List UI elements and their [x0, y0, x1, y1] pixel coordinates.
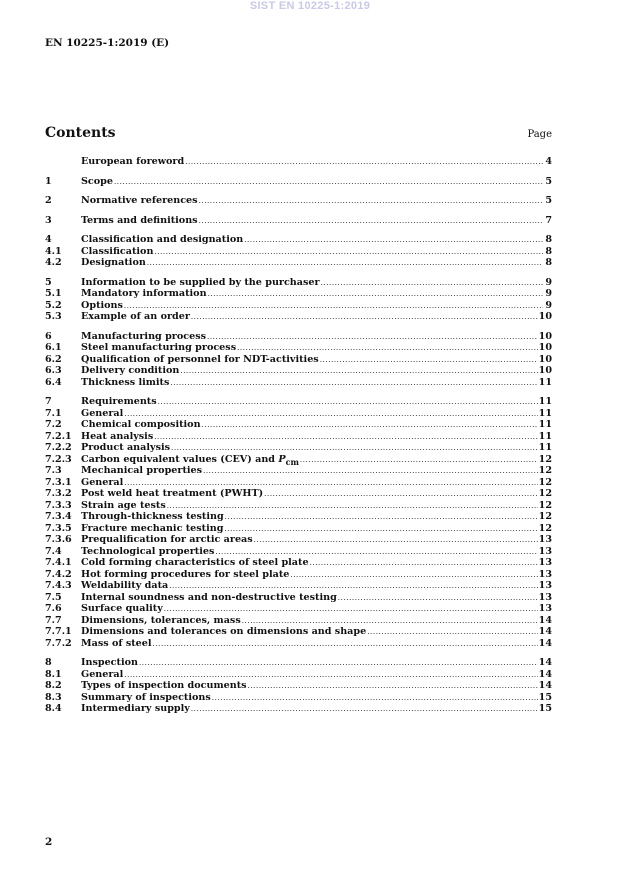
toc-entry-number: 8.4 — [45, 703, 62, 714]
toc-entry-page: 13 — [538, 580, 552, 591]
toc-entry-number: 7.2.1 — [45, 430, 72, 442]
toc-entry-title-text: Chemical composition — [81, 419, 201, 430]
toc-entry-title — [81, 615, 241, 627]
toc-entry-title-text: Post weld heat treatment (PWHT) — [81, 488, 264, 499]
toc-entry-page: 13 — [538, 568, 552, 580]
toc-entry-page: 13 — [538, 557, 552, 568]
toc-entry-number: 7.4.1 — [45, 557, 72, 568]
toc-entry-title — [81, 156, 184, 168]
toc-entry-page: 8 — [545, 257, 552, 268]
toc-entry-number: 7.5 — [45, 591, 62, 603]
toc-entry-page: 12 — [538, 499, 552, 511]
toc-entry-title-text: Terms and definitions — [81, 214, 198, 226]
toc-leader-dots — [338, 593, 538, 605]
toc-entry-number: 5.2 — [45, 299, 62, 311]
toc-entry-title-text: Manufacturing process — [81, 330, 207, 342]
toc-entry-number: 6 — [45, 330, 52, 342]
toc-entry-page: 14 — [538, 637, 552, 649]
toc-leader-dots — [202, 420, 538, 432]
toc-leader-dots — [191, 704, 538, 716]
toc-entry-number: 7.3.5 — [45, 522, 72, 534]
toc-entry-title-text: Through-thickness testing — [81, 511, 224, 522]
toc-leader-dots — [248, 681, 538, 693]
toc-entry[interactable] — [45, 626, 552, 638]
toc-leader-dots — [224, 524, 537, 536]
toc-entry-page: 10 — [538, 311, 552, 322]
toc-entry-title-text: Weldability data — [81, 580, 169, 591]
toc-entry-page: 10 — [538, 365, 552, 376]
toc-entry-symbol: P — [278, 453, 286, 465]
toc-entry-title-text: Heat analysis — [81, 430, 154, 442]
toc-entry-number: 7.7.2 — [45, 637, 72, 649]
toc-leader-dots — [199, 196, 543, 208]
toc-entry-title — [81, 603, 163, 615]
toc-entry-title-text: Classification and designation — [81, 234, 244, 245]
toc-entry-title — [81, 546, 214, 558]
toc-entry-title-text: Dimensions and tolerances on dimensions and shape — [81, 626, 367, 637]
toc-entry-page: 5 — [545, 195, 552, 206]
toc-entry-number: 1 — [45, 175, 52, 187]
toc-entry-title — [81, 176, 113, 188]
toc-entry[interactable] — [45, 603, 552, 615]
toc-leader-dots — [139, 658, 538, 670]
toc-leader-dots — [320, 355, 538, 367]
toc-entry-title-text: Product analysis — [81, 442, 171, 453]
toc-entry[interactable] — [45, 615, 552, 627]
toc-entry-title-text: Steel manufacturing process — [81, 342, 237, 353]
toc-entry-number: 7.1 — [45, 407, 62, 419]
toc-leader-dots — [300, 455, 538, 467]
toc-entry-page: 11 — [538, 430, 552, 442]
toc-entry-title-text: Requirements — [81, 396, 157, 407]
toc-entry-number: 7.6 — [45, 603, 62, 614]
toc-entry-title — [81, 354, 319, 366]
toc-leader-dots — [170, 378, 537, 390]
toc-entry[interactable] — [45, 246, 552, 258]
toc-entry-number: 6.2 — [45, 353, 62, 365]
toc-entry-title-text: European foreword — [81, 156, 185, 167]
toc-entry-number: 8.2 — [45, 680, 62, 691]
toc-entry-number: 2 — [45, 195, 52, 206]
toc-entry-page: 12 — [538, 453, 552, 465]
toc-entry[interactable] — [45, 156, 552, 168]
toc-entry[interactable] — [45, 592, 552, 604]
toc-entry-page: 10 — [538, 353, 552, 365]
toc-entry-number: 8.3 — [45, 691, 62, 703]
toc-entry[interactable] — [45, 557, 552, 569]
toc-entry-number: 7 — [45, 396, 52, 407]
toc-entry-number: 7.3.1 — [45, 476, 72, 488]
toc-leader-dots — [147, 258, 543, 270]
toc-entry-title-text: Mandatory information — [81, 288, 207, 299]
toc-entry-number: 5.3 — [45, 311, 62, 322]
toc-entry-title — [81, 288, 207, 300]
toc-entry-number: 4 — [45, 234, 52, 245]
toc-entry[interactable] — [45, 534, 552, 546]
toc-entry[interactable] — [45, 234, 552, 246]
toc-entry[interactable] — [45, 454, 552, 466]
toc-entry-page: 8 — [545, 245, 552, 257]
toc-entry-number: 7.4.3 — [45, 580, 72, 591]
toc-entry-title-text: Intermediary supply — [81, 703, 190, 714]
toc-entry-title — [81, 703, 190, 715]
toc-entry-number: 6.1 — [45, 342, 62, 353]
toc-entry-title-text: Information to be supplied by the purchaser — [81, 276, 320, 288]
toc-entry-title-text: Scope — [81, 175, 113, 187]
toc-entry-page: 15 — [538, 691, 552, 703]
toc-leader-dots — [244, 235, 543, 247]
toc-leader-dots — [199, 216, 543, 228]
toc-leader-dots — [264, 489, 537, 501]
toc-entry-title — [81, 488, 263, 500]
toc-entry[interactable] — [45, 331, 552, 343]
toc-entry-number: 7.7 — [45, 614, 62, 626]
toc-entry-title-text: Thickness limits — [81, 376, 170, 388]
toc-entry-title — [81, 534, 253, 546]
toc-entry[interactable] — [45, 176, 552, 188]
toc-entry-title — [81, 523, 223, 535]
toc-entry-title — [81, 431, 153, 443]
toc-entry-title — [81, 365, 179, 377]
toc-leader-dots — [290, 570, 537, 582]
toc-entry-page: 13 — [538, 591, 552, 603]
toc-entry-page: 13 — [538, 545, 552, 557]
toc-entry-title — [81, 331, 206, 343]
toc-leader-dots — [158, 397, 538, 409]
toc-entry-title-text: Cold forming characteristics of steel plate — [81, 557, 309, 568]
toc-entry-title — [81, 500, 166, 512]
toc-entry[interactable] — [45, 703, 552, 715]
toc-entry-number: 7.4.2 — [45, 568, 72, 580]
toc-entry-title — [81, 215, 198, 227]
toc-entry[interactable] — [45, 311, 552, 323]
toc-leader-dots — [208, 289, 543, 301]
toc-leader-dots — [310, 558, 538, 570]
toc-entry-page: 14 — [538, 614, 552, 626]
toc-entry[interactable] — [45, 669, 552, 681]
toc-entry-number: 7.2 — [45, 419, 62, 430]
toc-entry-title-text: Strain age tests — [81, 499, 166, 511]
contents-header — [45, 125, 552, 141]
toc-entry-title — [81, 557, 309, 569]
toc-entry-title-text: Mechanical properties — [81, 465, 203, 476]
toc-entry-page: 15 — [538, 703, 552, 714]
toc-entry[interactable] — [45, 638, 552, 650]
toc-entry-page: 14 — [538, 626, 552, 637]
toc-leader-dots — [154, 247, 543, 259]
toc-entry-page: 7 — [545, 214, 552, 226]
toc-entry-number: 8.1 — [45, 668, 62, 680]
toc-entry-title — [81, 377, 169, 389]
toc-leader-dots — [207, 332, 538, 344]
toc-entry-page: 11 — [538, 407, 552, 419]
toc-entry[interactable] — [45, 431, 552, 443]
toc-leader-dots — [254, 535, 538, 547]
toc-entry[interactable] — [45, 680, 552, 692]
document-identifier: EN 10225-1:2019 (E) — [45, 37, 170, 49]
toc-entry-page: 9 — [545, 299, 552, 311]
toc-entry-title-text: General — [81, 407, 124, 419]
toc-entry[interactable] — [45, 377, 552, 389]
toc-entry-title-text: Hot forming procedures for steel plate — [81, 568, 290, 580]
toc-leader-dots — [191, 312, 538, 324]
toc-entry[interactable] — [45, 396, 552, 408]
toc-leader-dots — [154, 432, 537, 444]
toc-entry-title-text: Inspection — [81, 657, 138, 668]
table-of-contents — [45, 156, 552, 715]
toc-entry[interactable] — [45, 546, 552, 558]
toc-entry-title-text: Delivery condition — [81, 365, 180, 376]
toc-entry-title-text: General — [81, 668, 124, 680]
contents-title: Contents — [45, 125, 116, 141]
toc-entry[interactable] — [45, 477, 552, 489]
toc-entry[interactable] — [45, 215, 552, 227]
toc-entry-title — [81, 246, 153, 258]
toc-entry[interactable] — [45, 511, 552, 523]
toc-entry-title — [81, 657, 138, 669]
toc-entry-title-text: Carbon equivalent values (CEV) and — [81, 453, 279, 465]
toc-entry-title — [81, 195, 198, 207]
toc-entry-page: 14 — [538, 657, 552, 668]
toc-entry-page: 9 — [545, 276, 552, 288]
toc-entry-page: 14 — [538, 668, 552, 680]
toc-entry-page: 14 — [538, 680, 552, 691]
toc-entry-title — [81, 580, 168, 592]
toc-entry-title-text: Normative references — [81, 195, 198, 206]
toc-entry-page: 4 — [545, 156, 552, 167]
toc-entry-number: 7.2.3 — [45, 453, 72, 465]
toc-leader-dots — [212, 693, 538, 705]
toc-entry-number: 6.4 — [45, 376, 62, 388]
toc-entry-page: 12 — [538, 465, 552, 476]
toc-entry-number: 3 — [45, 214, 52, 226]
toc-entry[interactable] — [45, 569, 552, 581]
toc-entry-page: 12 — [538, 476, 552, 488]
toc-entry-title — [81, 569, 289, 581]
toc-entry-title — [81, 396, 157, 408]
toc-entry-title — [81, 234, 243, 246]
toc-entry-title-text: Fracture mechanic testing — [81, 522, 224, 534]
toc-entry[interactable] — [45, 277, 552, 289]
toc-leader-dots — [203, 466, 538, 478]
toc-entry-title-text: General — [81, 476, 124, 488]
toc-entry[interactable] — [45, 195, 552, 207]
toc-entry-title — [81, 626, 366, 638]
toc-entry-title-text: Types of inspection documents — [81, 680, 247, 691]
toc-entry-number: 4.2 — [45, 257, 62, 268]
toc-entry-title-text: Mass of steel — [81, 637, 152, 649]
toc-entry-number: 7.2.2 — [45, 442, 72, 453]
toc-entry-number: 7.7.1 — [45, 626, 72, 637]
toc-entry-page: 11 — [538, 376, 552, 388]
toc-entry-title — [81, 692, 211, 704]
toc-entry[interactable] — [45, 465, 552, 477]
toc-entry-number: 6.3 — [45, 365, 62, 376]
toc-entry-title — [81, 465, 202, 477]
toc-entry-number: 7.4 — [45, 545, 62, 557]
toc-entry-number: 7.3.3 — [45, 499, 72, 511]
toc-entry-title-text: Technological properties — [81, 545, 215, 557]
toc-entry-title — [81, 680, 247, 692]
toc-entry-title-text: Summary of inspections — [81, 691, 211, 703]
toc-entry-title — [81, 300, 123, 312]
toc-entry-title-text: Prequalification for arctic areas — [81, 534, 253, 545]
toc-entry-number: 5 — [45, 276, 52, 288]
toc-entry-number: 7.3.6 — [45, 534, 72, 545]
toc-entry-title-text: Dimensions, tolerances, mass — [81, 614, 241, 626]
toc-entry-page: 8 — [545, 234, 552, 245]
toc-entry[interactable] — [45, 257, 552, 269]
toc-leader-dots — [114, 177, 543, 189]
toc-entry[interactable] — [45, 500, 552, 512]
toc-entry-page: 12 — [538, 511, 552, 522]
toc-entry-page: 5 — [545, 175, 552, 187]
toc-entry-number: 8 — [45, 657, 52, 668]
toc-entry[interactable] — [45, 365, 552, 377]
toc-entry[interactable] — [45, 342, 552, 354]
toc-entry-title-text: Options — [81, 299, 123, 311]
toc-entry-title-text: Qualification of personnel for NDT-activities — [81, 353, 319, 365]
toc-entry-title-text: Internal soundness and non-destructive testing — [81, 591, 337, 603]
toc-entry-page: 10 — [538, 342, 552, 353]
toc-entry-page: 13 — [538, 603, 552, 614]
toc-entry-title — [81, 477, 123, 489]
toc-entry-page: 11 — [538, 442, 552, 453]
toc-entry-title-text: Surface quality — [81, 603, 163, 614]
toc-leader-dots — [321, 278, 543, 290]
toc-entry[interactable] — [45, 419, 552, 431]
toc-entry-number: 7.3.4 — [45, 511, 72, 522]
toc-entry[interactable] — [45, 288, 552, 300]
toc-entry[interactable] — [45, 580, 552, 592]
toc-entry-title — [81, 592, 337, 604]
toc-leader-dots — [367, 627, 537, 639]
toc-leader-dots — [185, 157, 543, 169]
toc-entry-number: 7.3 — [45, 465, 62, 476]
toc-leader-dots — [225, 512, 538, 524]
toc-entry-page: 13 — [538, 534, 552, 545]
toc-entry-title — [81, 419, 201, 431]
toc-entry-title-subscript: cm — [285, 456, 299, 467]
toc-entry-title — [81, 638, 152, 650]
watermark: SIST EN 10225-1:2019 — [249, 0, 371, 12]
toc-entry[interactable] — [45, 488, 552, 500]
toc-entry-page: 12 — [538, 488, 552, 499]
toc-entry-title — [81, 669, 123, 681]
toc-entry-title-text: Designation — [81, 257, 146, 268]
toc-entry-title — [81, 311, 190, 323]
toc-entry-title — [81, 511, 224, 523]
toc-entry[interactable] — [45, 657, 552, 669]
toc-entry-title — [81, 442, 170, 454]
toc-entry-title — [81, 277, 320, 289]
toc-leader-dots — [153, 639, 538, 651]
toc-entry[interactable] — [45, 523, 552, 535]
toc-entry[interactable] — [45, 408, 552, 420]
toc-entry[interactable] — [45, 354, 552, 366]
toc-leader-dots — [180, 366, 537, 378]
toc-entry-title — [81, 257, 146, 269]
toc-entry-title — [81, 408, 123, 420]
toc-entry-title — [81, 342, 236, 354]
toc-entry-title-text: Classification — [81, 245, 154, 257]
toc-entry-page: 11 — [538, 396, 552, 407]
toc-entry-number: 7.3.2 — [45, 488, 72, 499]
toc-entry[interactable] — [45, 300, 552, 312]
toc-entry-page: 9 — [545, 288, 552, 299]
page-column-label: Page — [527, 129, 552, 140]
toc-entry-number: 5.1 — [45, 288, 62, 299]
toc-entry[interactable] — [45, 442, 552, 454]
toc-entry[interactable] — [45, 692, 552, 704]
toc-entry-page: 12 — [538, 522, 552, 534]
toc-entry-number: 4.1 — [45, 245, 62, 257]
toc-entry-page: 11 — [538, 419, 552, 430]
toc-entry-title-text: Example of an order — [81, 311, 190, 322]
toc-entry-page: 10 — [538, 330, 552, 342]
page-number: 2 — [45, 836, 53, 848]
